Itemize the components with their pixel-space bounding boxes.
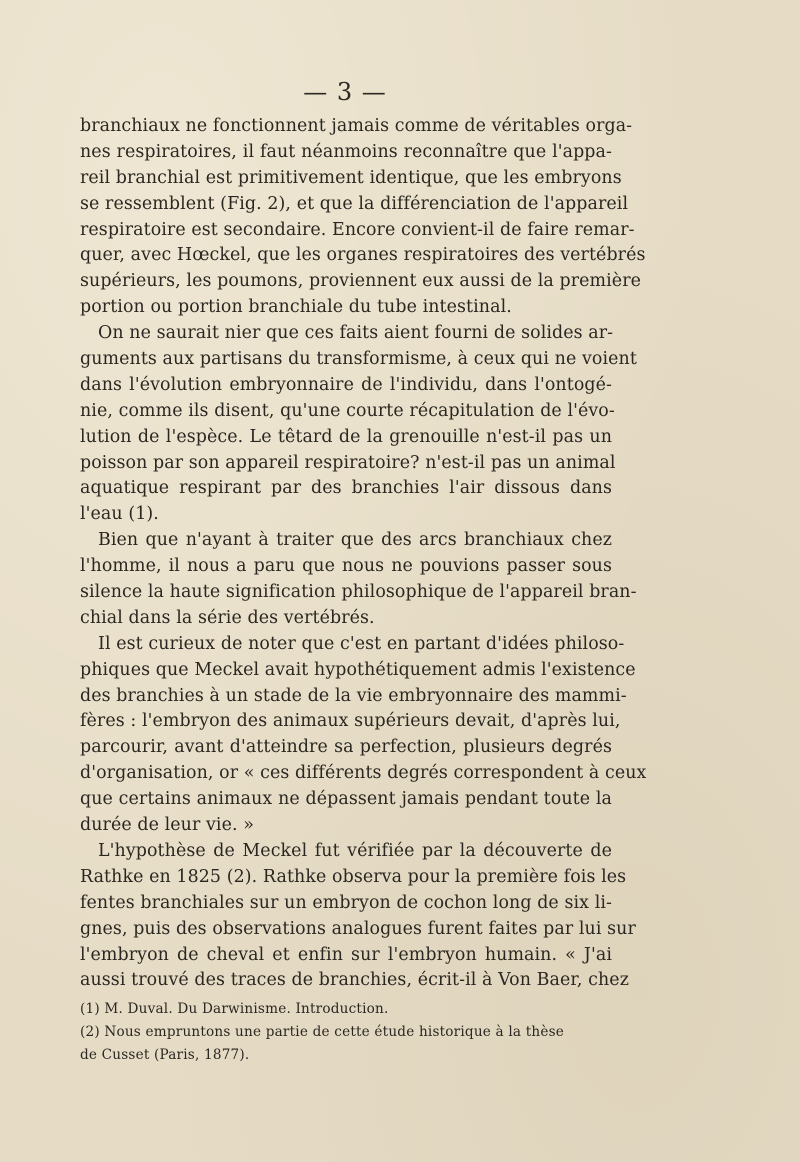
text-line: gnes, puis des observations analogues furent faites par lui sur bbox=[80, 918, 636, 939]
text-line: L'hypothèse de Meckel fut vérifiée par la découverte de bbox=[98, 840, 612, 861]
text-line: l'homme, il nous a paru que nous ne pouvions passer sous bbox=[80, 556, 612, 577]
text-line: aquatique respirant par des branchies l'air dissous dans bbox=[80, 478, 612, 499]
text-line: Bien que n'ayant à traiter que des arcs branchiaux chez bbox=[98, 530, 612, 551]
text-line: On ne saurait nier que ces faits aient fourni de solides ar- bbox=[98, 323, 614, 344]
text-line: respiratoire est secondaire. Encore convient-il de faire remar- bbox=[80, 219, 635, 240]
text-line: dans l'évolution embryonnaire de l'individu, dans l'ontogé- bbox=[80, 374, 612, 395]
text-line: aussi trouvé des traces de branchies, écrit-il à Von Baer, chez bbox=[80, 970, 629, 991]
text-line: des branchies à un stade de la vie embryonnaire des mammi- bbox=[80, 685, 627, 706]
footnote: (2) Nous empruntons une partie de cette étude historique à la thèse bbox=[80, 1024, 565, 1040]
text-line: portion ou portion branchiale du tube intestinal. bbox=[80, 297, 512, 318]
text-line: branchiaux ne fonctionnent jamais comme de véritables orga- bbox=[80, 116, 633, 136]
text-line: phiques que Meckel avait hypothétiquement admis l'existence bbox=[80, 659, 636, 680]
text-line: supérieurs, les poumons, proviennent eux aussi de la première bbox=[80, 271, 641, 292]
footnote: (1) M. Duval. Du Darwinisme. Introduction. bbox=[80, 1001, 389, 1017]
text-line: reil branchial est primitivement identique, que les embryons bbox=[80, 167, 622, 188]
text-line: silence la haute signification philosophique de l'appareil bran- bbox=[80, 582, 637, 603]
text-line: quer, avec Hœckel, que les organes respiratoires des vertébrés bbox=[80, 245, 646, 266]
text-line: l'eau (1). bbox=[80, 504, 159, 525]
text-line: lution de l'espèce. Le têtard de la grenouille n'est-il pas un bbox=[80, 426, 612, 447]
text-line: se ressemblent (Fig. 2), et que la différenciation de l'appareil bbox=[80, 193, 629, 214]
page-number: — 3 — bbox=[303, 78, 387, 106]
text-line: Il est curieux de noter que c'est en partant d'idées philoso- bbox=[98, 633, 625, 654]
text-line: l'embryon de cheval et enfin sur l'embryon humain. « J'ai bbox=[80, 944, 612, 965]
paragraph bbox=[80, 632, 647, 839]
paragraph bbox=[80, 528, 637, 632]
body-text bbox=[80, 114, 647, 994]
text-line: durée de leur vie. » bbox=[80, 815, 254, 836]
text-line: d'organisation, or « ces différents degrés correspondent à ceux bbox=[80, 763, 647, 784]
text-line: guments aux partisans du transformisme, à ceux qui ne voient bbox=[80, 349, 637, 370]
text-line: fentes branchiales sur un embryon de cochon long de six li- bbox=[80, 892, 612, 913]
text-line: fères : l'embryon des animaux supérieurs devait, d'après lui, bbox=[80, 711, 621, 732]
text-line: nie, comme ils disent, qu'une courte récapitulation de l'évo- bbox=[80, 400, 615, 421]
footnotes bbox=[80, 998, 620, 1067]
text-line: chial dans la série des vertébrés. bbox=[80, 607, 375, 628]
footnote-continuation: de Cusset (Paris, 1877). bbox=[80, 1047, 250, 1063]
paragraph bbox=[80, 839, 636, 994]
text-line: parcourir, avant d'atteindre sa perfection, plusieurs degrés bbox=[80, 737, 612, 758]
paragraph bbox=[80, 321, 637, 528]
text-line: poisson par son appareil respiratoire? n'est-il pas un animal bbox=[80, 452, 616, 473]
text-line: que certains animaux ne dépassent jamais pendant toute la bbox=[80, 789, 612, 810]
text-line: nes respiratoires, il faut néanmoins reconnaître que l'appa- bbox=[80, 141, 612, 162]
paragraph bbox=[80, 114, 646, 321]
text-line: Rathke en 1825 (2). Rathke observa pour la première fois les bbox=[80, 866, 627, 887]
